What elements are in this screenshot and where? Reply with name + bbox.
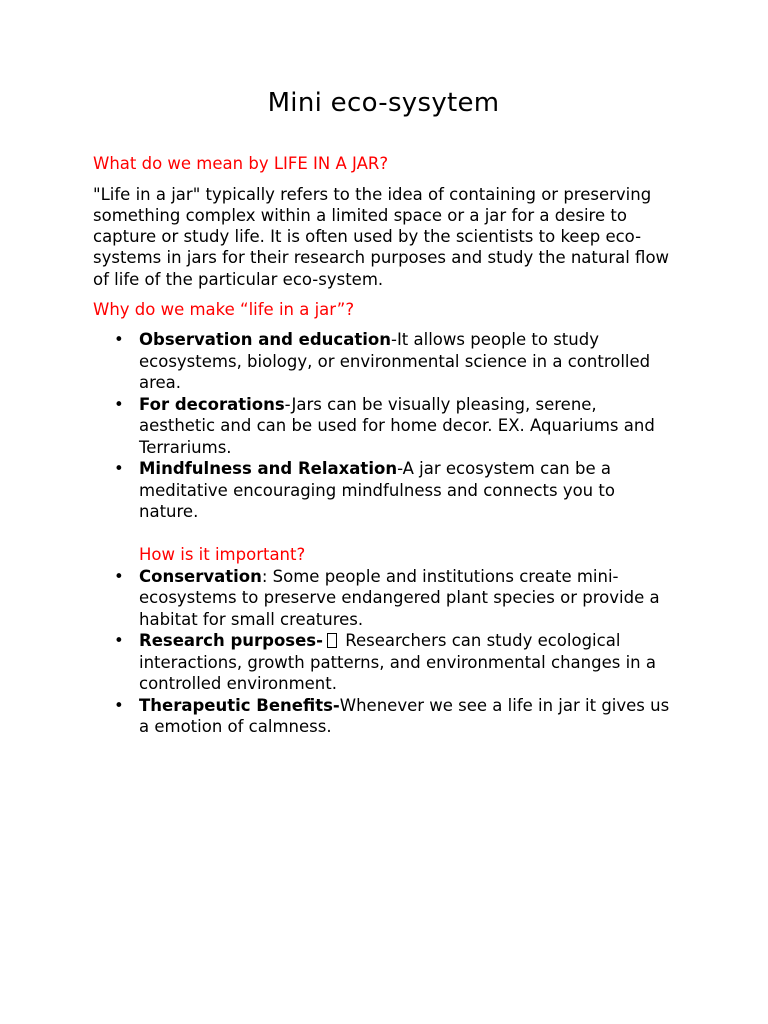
missing-glyph-icon (327, 633, 337, 648)
page-title: Mini eco-sysytem (267, 88, 500, 118)
list-item-text: -Jars can be visually pleasing, serene, aesthetic and can be used for home decor. EX. Aquariums and Terrariums. (139, 394, 655, 457)
list-item-title: Observation and education (139, 330, 391, 350)
list-item (114, 394, 674, 459)
section-heading-why: Why do we make “life in a jar”? (93, 299, 355, 319)
list-item-title: Mindfulness and Relaxation (139, 459, 398, 479)
list-item (114, 329, 674, 394)
list-item-text: Whenever we see a life in jar it gives us a emotion of calmness. (139, 695, 670, 737)
list-item (114, 566, 674, 631)
bullet-icon: • (114, 394, 124, 414)
blank-line (93, 523, 674, 545)
bullet-icon: • (114, 695, 124, 715)
importance-list (93, 566, 674, 738)
list-item-title: Research purposes- (139, 631, 323, 651)
list-item (114, 458, 674, 523)
list-item-title: For decorations (139, 394, 285, 414)
bullet-icon: • (114, 459, 124, 479)
reasons-list (93, 329, 674, 523)
list-item-text: : Some people and institutions create mini-ecosystems to preserve endangered plant species or provide a habitat for small creatures. (139, 566, 660, 629)
list-item (114, 695, 674, 738)
list-item (114, 630, 674, 695)
section-heading-life-in-a-jar: What do we mean by LIFE IN A JAR? (93, 154, 389, 173)
intro-paragraph: "Life in a jar" typically refers to the idea of containing or preserving something complex within a limited space or a jar for a desire to capture or study life. It is often used by the scientists to keep eco-systems in jars for their research purposes and study the natural flow of life of the particular eco-system. (93, 184, 670, 289)
list-item-text: -A jar ecosystem can be a meditative encouraging mindfulness and connects you to nature. (139, 459, 615, 522)
bullet-icon: • (114, 566, 124, 586)
bullet-icon: • (114, 631, 124, 651)
bullet-icon: • (114, 330, 124, 350)
list-item-text: Researchers can study ecological interactions, growth patterns, and environmental changes in a controlled environment. (139, 631, 656, 694)
list-item-title: Therapeutic Benefits- (139, 695, 340, 715)
section-heading-importance: How is it important? (139, 545, 306, 565)
list-item-text: -It allows people to study ecosystems, biology, or environmental science in a controlled area. (139, 330, 651, 393)
list-item-title: Conservation (139, 566, 262, 586)
